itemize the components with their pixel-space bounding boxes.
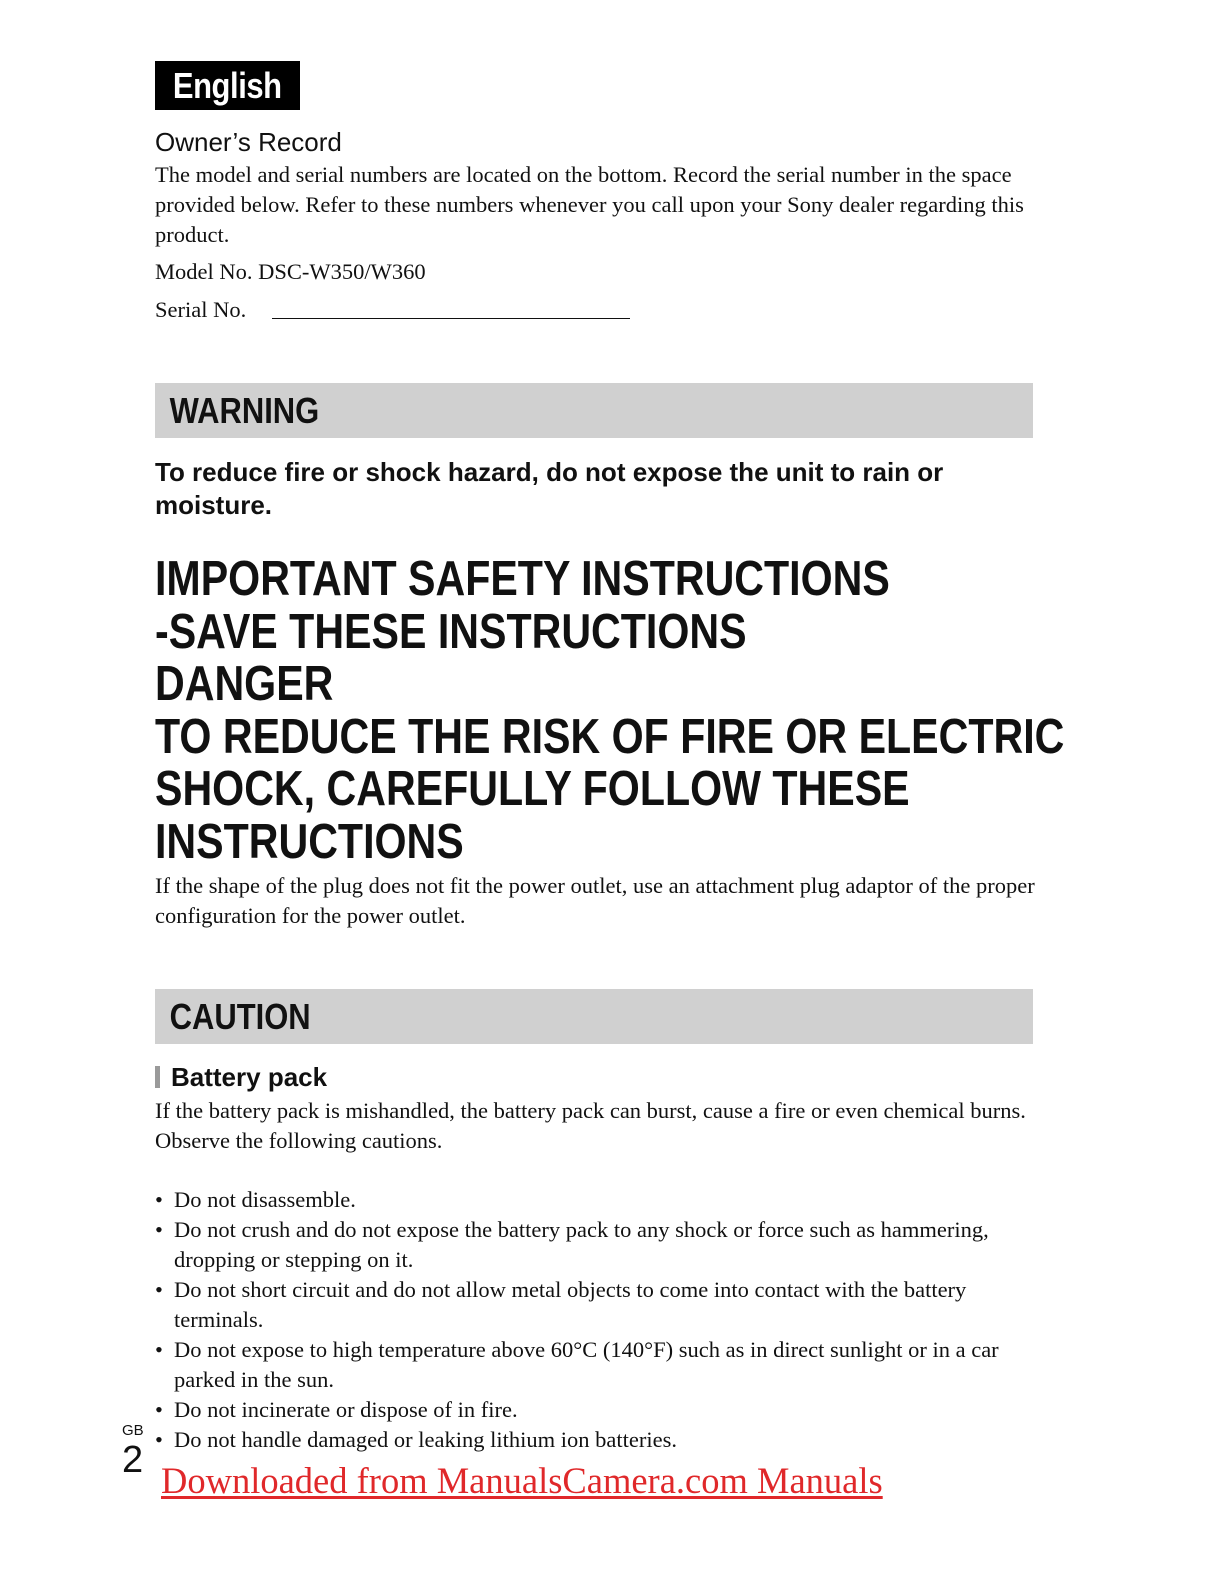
language-tab: [155, 61, 300, 110]
list-item: • Do not incinerate or dispose of in fire.: [155, 1395, 1045, 1425]
download-source-link[interactable]: Downloaded from ManualsCamera.com Manuals: [161, 1460, 883, 1501]
list-item: • Do not short circuit and do not allow metal objects to come into contact with the battery terminals.: [155, 1275, 1045, 1335]
battery-pack-heading: [155, 1062, 327, 1092]
plug-adaptor-text: If the shape of the plug does not fit the power outlet, use an attachment plug adaptor of the proper configuration for the power outlet.: [155, 873, 1035, 928]
safety-heading-line: INSTRUCTIONS: [155, 814, 464, 869]
serial-label: Serial No.: [155, 297, 247, 322]
warning-text: To reduce fire or shock hazard, do not expose the unit to rain or moisture.: [155, 457, 944, 520]
safety-heading-line: DANGER: [155, 657, 334, 711]
caution-header-bar: [155, 989, 1033, 1044]
list-item: • Do not expose to high temperature above 60°C (140°F) such as in direct sunlight or in a car parked in the sun.: [155, 1335, 1045, 1395]
safety-heading-line: IMPORTANT SAFETY INSTRUCTIONS: [155, 552, 890, 606]
safety-heading-line: SHOCK, CAREFULLY FOLLOW THESE: [155, 762, 910, 816]
owners-record-text: The model and serial numbers are located on the bottom. Record the serial number in the space provided below. Refer to these numbers whenever you call upon your Sony dealer regarding this product.: [155, 162, 1024, 247]
page-number: 2: [122, 1439, 144, 1481]
list-item: • Do not handle damaged or leaking lithium ion batteries.: [155, 1425, 1045, 1455]
region-code: GB: [122, 1422, 144, 1439]
language-tab-label: English: [173, 64, 282, 106]
list-item: • Do not crush and do not expose the battery pack to any shock or force such as hammering, dropping or stepping on it.: [155, 1215, 1045, 1275]
safety-heading-line: TO REDUCE THE RISK OF FIRE OR ELECTRIC: [155, 709, 1065, 764]
caution-heading: CAUTION: [169, 996, 311, 1037]
safety-instructions-heading: [155, 552, 1065, 869]
warning-heading: WARNING: [169, 390, 320, 431]
section-marker-icon: [155, 1066, 160, 1088]
serial-number-blank: [272, 318, 630, 319]
battery-pack-title: Battery pack: [171, 1062, 328, 1092]
model-number: Model No. DSC-W350/W360: [155, 259, 426, 284]
owners-record-title: Owner’s Record: [155, 127, 342, 157]
list-item: • Do not disassemble.: [155, 1185, 1045, 1215]
battery-pack-text: If the battery pack is mishandled, the battery pack can burst, cause a fire or even chemical burns. Observe the following cautions.: [155, 1098, 1026, 1153]
battery-cautions-list: [155, 1185, 1045, 1455]
safety-heading-line: -SAVE THESE INSTRUCTIONS: [155, 604, 747, 659]
warning-header-bar: [155, 383, 1033, 438]
